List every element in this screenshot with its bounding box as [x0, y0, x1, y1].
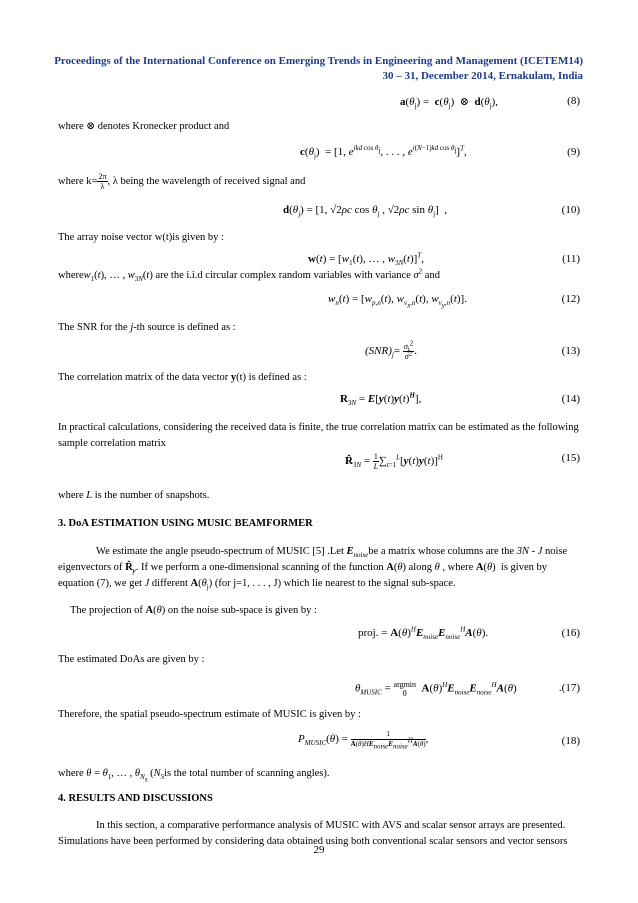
- equation-9: $c(\theta_j) = [1$, $e^{ikd cos \theta_j}$, . . . , $e^{i(N-1)kd cos \theta_j}]^T$,: [300, 144, 467, 161]
- paragraph-results: In this section, a comparative performance analysis of MUSIC with AVS and scalar sensor arrays are presented. Simulations have been performed by considering data obtained using both conventional scalar sensors and vector sensors: [58, 820, 568, 847]
- proceedings-header: [0, 54, 583, 84]
- paragraph-spatial: Therefore, the spatial pseudo-spectrum estimate of MUSIC is given by :: [58, 709, 361, 720]
- equation-18-number: (18): [561, 735, 580, 747]
- equation-10: $d(\theta_j) = [1$, √2ρc $\cos \theta_j$ , √2ρc $\sin \theta_j$] ,: [283, 204, 448, 219]
- two-pi-over-lambda: $\frac{2\pi}{\lambda}$: [98, 172, 107, 191]
- paragraph-projection: The projection of A(θ) on the noise sub-space is given by :: [70, 605, 317, 616]
- paragraph-snapshots: where L is the number of snapshots.: [58, 490, 210, 501]
- equation-16-number: (16): [561, 627, 580, 639]
- equation-12: $w_n(t) = [w_{p,n}(t)$, $w_{v_x,n}(t)$, $w_{v_y,n}(t)$].: [328, 293, 467, 310]
- theta-text: is the total number of scanning angles).: [164, 768, 330, 779]
- paragraph-estimated: The estimated DoAs are given by :: [58, 654, 205, 665]
- music-3n-j: 3N - J: [516, 546, 543, 557]
- paragraph-correlation: The correlation matrix of the data vector y(t) is defined as :: [58, 372, 307, 383]
- paragraph-noise-vector: The array noise vector w(t)is given by :: [58, 232, 224, 243]
- equation-17-number: .(17): [558, 682, 580, 694]
- paragraph-kronecker: where ⊗ denotes Kronecker product and: [58, 121, 230, 132]
- equation-9-number: (9): [567, 146, 580, 158]
- paragraph-theta: where $\theta = \theta_1$, … , $\theta_{N_s}$ ($N_Sis$ the total number of scanning angles).: [58, 768, 330, 784]
- page-number: 29: [313, 844, 325, 856]
- paragraph-practical: In practical calculations, considering the received data is finite, the true correlation matrix can be estimated as the following sample correlation matrix: [58, 422, 579, 449]
- equation-11: $w(t) = [w_1(t)$, … , $w_{3N}(t)]^T$,: [308, 251, 424, 268]
- equation-12-number: (12): [561, 293, 580, 305]
- equation-13-number: (13): [561, 345, 580, 357]
- iid-text: are the i.i.d circular complex random variables with variance: [155, 270, 411, 281]
- equation-10-number: (10): [561, 204, 580, 216]
- equation-14-number: (14): [561, 393, 580, 405]
- wavelength-text: , λ being the wavelength of received signal and: [107, 175, 306, 187]
- equation-18: $P_{MUSIC}(\theta)$ = $\frac{1}{A(\theta)HE_{noise}E_{noise}^HA(\theta)}$ ,: [298, 730, 429, 751]
- equation-13: $(SNR)_j=$ $\frac{\sigma_j^2}{\sigma^2}$ .: [365, 339, 417, 361]
- music-matrix-text: be a matrix whose columns are the: [368, 546, 515, 557]
- where-k-text: where k=: [58, 175, 98, 187]
- eq16-lhs: proj. =: [358, 627, 388, 639]
- paragraph-snr: The SNR for the j-th source is defined as :: [58, 322, 236, 333]
- paragraph-iid: wherew$_1$(t), … , $w_{3N}(t)$ are the i.i.d circular complex random variables with variance $\sigma^2$ and: [58, 267, 440, 284]
- section-4-heading: 4. RESULTS AND DISCUSSIONS: [58, 793, 213, 804]
- equation-8-number: (8): [567, 95, 580, 107]
- equation-15: $R̂_{3N}$ = $\frac{1}{L}$ $\sum_{t=1}^L[y(t)y(t)]^H$: [345, 452, 443, 471]
- equation-17: $\theta_{MUSIC} = argmin$ θ $A(\theta)^HE_{noise}E_{noise}^HA(\theta)$: [355, 680, 517, 698]
- equation-8: $a(\theta_j) = c(\theta_j)$ ⊗ $d(\theta_j)$,: [400, 96, 499, 111]
- header-line-1: Proceedings of the International Conference on Emerging Trends in Engineering and Management (ICETEM14): [54, 55, 583, 67]
- equation-16: proj. = $A(\theta)^HE_{noise}E_{noise}^HA(\theta)$.: [358, 625, 489, 642]
- header-line-2: 30 – 31, December 2014, Ernakulam, India: [382, 70, 583, 82]
- equation-11-number: (11): [562, 253, 580, 265]
- equation-14: $R_{3N} = E[y(t)y(t)^H]$,: [340, 391, 422, 408]
- equation-15-number: (15): [561, 452, 580, 464]
- paragraph-music-1: We estimate the angle pseudo-spectrum of MUSIC [5] .Let $E_{noise}be$ a matrix whose columns are the 3N - J noise eigenvectors of $R̂_y$. If we perform a one-dimensional scanning of the function A(θ) along θ , where A(θ) is given by equation (7), we get J different $A(\theta_j)$ (for j=1, . . . , J) which lie nearest to the signal sub-space.: [58, 546, 568, 592]
- paragraph-wavenumber: [58, 172, 580, 191]
- section-3-heading: 3. DoA ESTIMATION USING MUSIC BEAMFORMER: [58, 518, 313, 529]
- music-intro-text: We estimate the angle pseudo-spectrum of MUSIC [5] .Let: [96, 546, 344, 557]
